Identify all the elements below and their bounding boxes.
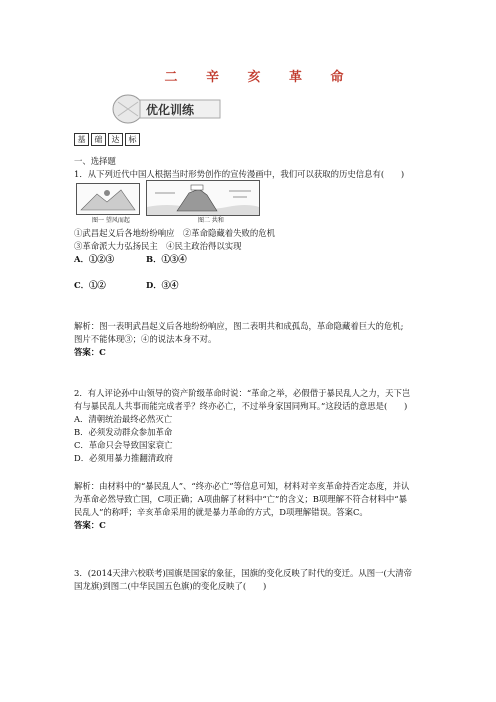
q1-answer: 答案：C	[74, 347, 106, 357]
q3-stem-2: 国龙旗)到图二(中华民国五色旗)的变化反映了( )	[74, 581, 267, 591]
q2-stem-1: 2．有人评论孙中山领导的资产阶级革命时说：“革命之举，必假借于暴民乱人之力，天下岂	[74, 388, 411, 398]
tag-char: 基	[74, 133, 89, 146]
q1-option-c: C．①②	[74, 280, 106, 290]
cartoon-1	[76, 183, 140, 215]
page-title: 二 辛 亥 革 命	[164, 70, 356, 85]
tag-char: 达	[108, 133, 123, 146]
q2-option-a: A．清朝统治最终必然灭亡	[74, 414, 173, 424]
q1-statements-1: ①武昌起义后各地纷纷响应 ②革命隐藏着失败的危机	[74, 228, 275, 238]
banner-text: 优化训练	[146, 103, 195, 117]
q1-statements-2: ③革命派大力弘扬民主 ④民主政治得以实现	[74, 241, 242, 251]
q1-stem: 1．从下列近代中国人根据当时形势创作的宣传漫画中，我们可以获取的历史信息有( )	[74, 169, 405, 179]
q2-answer: 答案：C	[74, 520, 106, 530]
q1-explanation-2: 图片不能体现③；④的说法本身不对。	[74, 334, 217, 344]
q1-explanation-1: 解析：图一表明武昌起义后各地纷纷响应，图二表明共和成孤岛，革命隐藏着巨大的危机;	[74, 321, 404, 331]
q2-option-b: B．必须发动群众参加革命	[74, 427, 173, 437]
q2-option-d: D．必须用暴力推翻清政府	[74, 453, 173, 463]
section-banner	[106, 92, 226, 126]
cartoon-2-caption: 图二 共和	[198, 217, 224, 224]
q2-stem-2: 有与暴民乱人共事而能完成者乎？终亦必亡，不过举身家国同殉耳。”这段话的意思是( )	[74, 401, 408, 411]
q2-explanation-1: 解析：由材料中的“暴民乱人”、“终亦必亡”等信息可知，材料对辛亥革命持否定态度，并认	[74, 481, 410, 491]
q1-option-d: D．③④	[146, 280, 179, 290]
q2-explanation-3: 民乱人”的称呼；辛亥革命采用的就是暴力革命的方式，D项理解错误。答案C。	[74, 507, 368, 517]
cartoon-1-caption: 图一 望风而起	[92, 217, 130, 224]
section-heading: 一、选择题	[74, 156, 116, 166]
cartoon-2	[146, 180, 260, 216]
tag-char: 础	[91, 133, 106, 146]
q1-option-b: B．①③④	[146, 254, 187, 264]
tag-basic	[74, 133, 142, 146]
tag-char: 标	[125, 133, 140, 146]
q3-stem-1: 3．(2014天津六校联考)国旗是国家的象征，国旗的变化反映了时代的变迁。从图一(大清帝	[74, 568, 412, 578]
q2-option-c: C．革命只会导致国家衰亡	[74, 440, 173, 450]
q1-option-a: A．①②③	[74, 254, 114, 264]
q2-explanation-2: 为革命必然导致亡国，C项正确；A项曲解了材料中“亡”的含义；B项理解不符合材料中“暴	[74, 494, 407, 504]
